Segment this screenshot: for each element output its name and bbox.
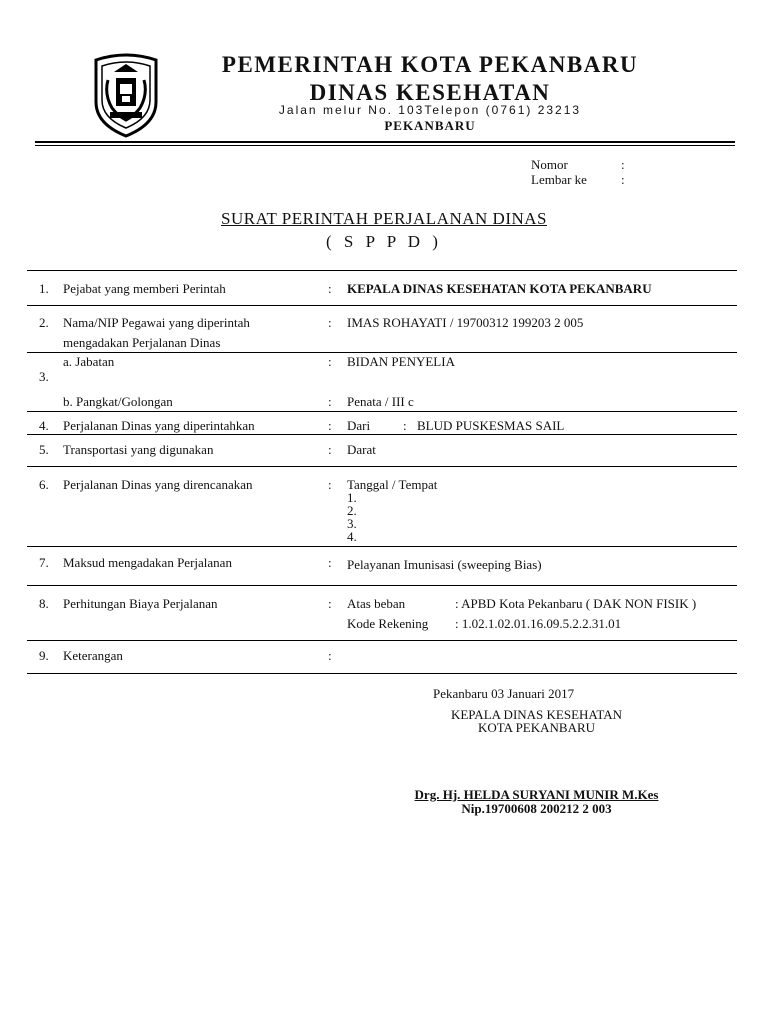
table-line <box>27 640 737 641</box>
row-9-colon: : <box>328 648 332 663</box>
lembar-colon: : <box>621 172 625 187</box>
row-3a-label: a. Jabatan <box>63 354 115 369</box>
header-rule-thin <box>35 145 735 146</box>
row-6-item: 1. <box>347 490 357 505</box>
row-4-label: Perjalanan Dinas yang diperintahkan <box>63 418 255 433</box>
document-abbreviation: ( S P P D ) <box>326 232 442 251</box>
row-7-colon: : <box>328 555 332 570</box>
row-3-number: 3. <box>39 369 49 384</box>
table-line <box>27 585 737 586</box>
nomor-label: Nomor <box>531 157 568 172</box>
row-8-label: Perhitungan Biaya Perjalanan <box>63 596 218 611</box>
header-city: PEKANBARU <box>384 118 476 133</box>
row-3a-value: BIDAN PENYELIA <box>347 354 455 369</box>
row-1-label: Pejabat yang memberi Perintah <box>63 281 226 296</box>
row-4-dari-value: BLUD PUSKESMAS SAIL <box>417 418 565 433</box>
row-5-colon: : <box>328 442 332 457</box>
header-address: Jalan melur No. 103Telepon (0761) 23213 <box>278 103 582 117</box>
row-6-item: 4. <box>347 529 357 544</box>
row-7-number: 7. <box>39 555 49 570</box>
row-8-kode-value: : 1.02.1.02.01.16.09.5.2.2.31.01 <box>455 616 622 631</box>
row-9-number: 9. <box>39 648 49 663</box>
row-3b-colon: : <box>328 394 332 409</box>
row-2-label-line1: Nama/NIP Pegawai yang diperintah <box>63 315 250 330</box>
nomor-colon: : <box>621 157 625 172</box>
row-1-number: 1. <box>39 281 49 296</box>
header-rule-thick <box>35 141 735 143</box>
row-2-number: 2. <box>39 315 49 330</box>
table-line <box>27 411 737 412</box>
table-line <box>27 546 737 547</box>
row-2-colon: : <box>328 315 332 330</box>
row-4-dari-label: Dari <box>347 418 371 433</box>
header-government: PEMERINTAH KOTA PEKANBARU <box>221 52 639 77</box>
row-4-colon: : <box>328 418 332 433</box>
table-line <box>27 352 737 353</box>
row-2-label-line2: mengadakan Perjalanan Dinas <box>63 335 221 350</box>
lembar-label: Lembar ke <box>531 172 587 187</box>
row-5-label: Transportasi yang digunakan <box>63 442 214 457</box>
row-8-number: 8. <box>39 596 49 611</box>
row-8-colon: : <box>328 596 332 611</box>
signature-position-line1: KEPALA DINAS KESEHATAN <box>450 707 623 722</box>
row-8-beban-label: Atas beban <box>347 596 406 611</box>
row-3b-label: b. Pangkat/Golongan <box>63 394 173 409</box>
signature-place-date: Pekanbaru 03 Januari 2017 <box>433 686 575 701</box>
row-3b-value: Penata / III c <box>347 394 414 409</box>
row-5-number: 5. <box>39 442 49 457</box>
row-3a-colon: : <box>328 354 332 369</box>
row-6-value-head: Tanggal / Tempat <box>347 477 438 492</box>
row-4-dari-colon: : <box>403 418 407 433</box>
row-6-number: 6. <box>39 477 49 492</box>
row-6-item: 3. <box>347 516 357 531</box>
table-line <box>27 466 737 467</box>
signature-position-line2: KOTA PEKANBARU <box>477 720 596 735</box>
row-7-value: Pelayanan Imunisasi (sweeping Bias) <box>347 557 542 572</box>
row-1-value: KEPALA DINAS KESEHATAN KOTA PEKANBARU <box>347 281 652 296</box>
row-5-value: Darat <box>347 442 376 457</box>
row-4-number: 4. <box>39 418 49 433</box>
row-2-value: IMAS ROHAYATI / 19700312 199203 2 005 <box>347 315 584 330</box>
row-6-colon: : <box>328 477 332 492</box>
signature-name: Drg. Hj. HELDA SURYANI MUNIR M.Kes <box>414 787 659 802</box>
header-department: DINAS KESEHATAN <box>309 80 551 105</box>
signature-nip: Nip.19700608 200212 2 003 <box>461 801 612 816</box>
document-title: SURAT PERINTAH PERJALANAN DINAS <box>221 209 547 228</box>
row-6-item: 2. <box>347 503 357 518</box>
table-line <box>27 434 737 435</box>
row-9-label: Keterangan <box>63 648 123 663</box>
row-7-label: Maksud mengadakan Perjalanan <box>63 555 232 570</box>
row-8-kode-label: Kode Rekening <box>347 616 429 631</box>
row-8-beban-value: : APBD Kota Pekanbaru ( DAK NON FISIK ) <box>455 596 697 611</box>
table-line <box>27 270 737 271</box>
table-line <box>27 305 737 306</box>
row-1-colon: : <box>328 281 332 296</box>
row-6-label: Perjalanan Dinas yang direncanakan <box>63 477 253 492</box>
table-line <box>27 673 737 674</box>
